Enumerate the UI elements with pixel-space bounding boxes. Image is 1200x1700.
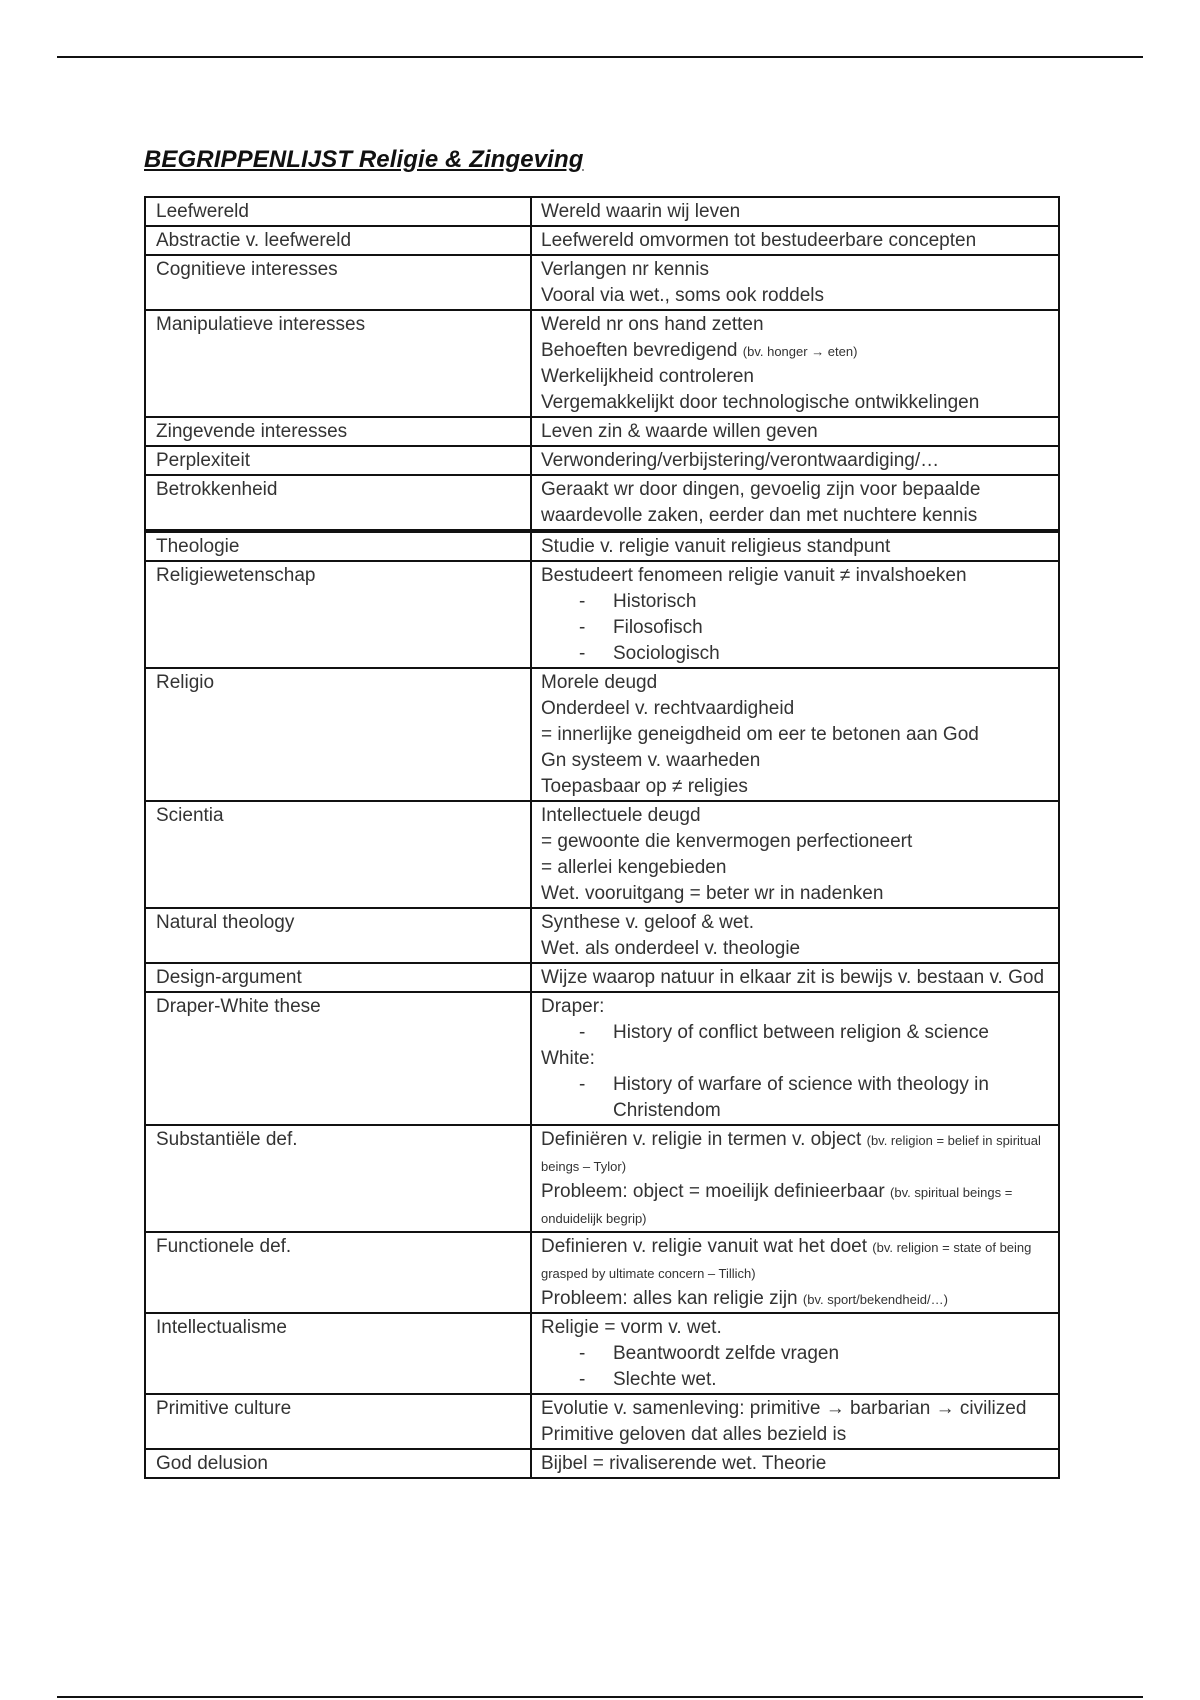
definition-line: = gewoonte die kenvermogen perfectioneert	[541, 831, 913, 852]
definition-line: Verwondering/verbijstering/verontwaardiging/…	[541, 450, 940, 471]
definition-line: = allerlei kengebieden	[541, 857, 727, 878]
definition-cell	[531, 561, 1059, 668]
table-row	[145, 197, 1059, 226]
definition-cell	[531, 1232, 1059, 1313]
definition-line: Primitive geloven dat alles bezield is	[541, 1424, 847, 1445]
definition-cell	[531, 475, 1059, 531]
definition-text: Probleem: alles kan religie zijn	[541, 1288, 798, 1309]
definition-line: Studie v. religie vanuit religieus standpunt	[541, 536, 891, 557]
term-cell: Religiewetenschap	[145, 561, 531, 668]
definition-line: Wet. als onderdeel v. theologie	[541, 938, 801, 959]
definition-line: Wereld waarin wij leven	[541, 201, 741, 222]
definition-line	[541, 1286, 1049, 1312]
definition-line: Verlangen nr kennis	[541, 259, 709, 280]
definition-line	[541, 1179, 1049, 1231]
term-cell: Religio	[145, 668, 531, 801]
definition-line: White:	[541, 1048, 595, 1069]
definition-text: Definiëren v. religie in termen v. object	[541, 1129, 862, 1150]
definition-cell	[531, 801, 1059, 908]
definition-text: Definieren v. religie vanuit wat het doet	[541, 1236, 867, 1257]
definition-cell	[531, 310, 1059, 417]
definition-line: Wijze waarop natuur in elkaar zit is bewijs v. bestaan v. God	[541, 967, 1045, 988]
bullet-item: - Sociologisch	[541, 641, 1049, 667]
footer-rule	[57, 1696, 1143, 1698]
definition-cell	[531, 531, 1059, 561]
definition-cell	[531, 1125, 1059, 1232]
bullet-item: - Historisch	[541, 589, 1049, 615]
definition-cell	[531, 963, 1059, 992]
term-cell: God delusion	[145, 1449, 531, 1478]
table-row	[145, 446, 1059, 475]
table-row	[145, 1232, 1059, 1313]
term-cell: Betrokkenheid	[145, 475, 531, 531]
definition-cell	[531, 908, 1059, 963]
table-row	[145, 1449, 1059, 1478]
term-cell: Abstractie v. leefwereld	[145, 226, 531, 255]
bullet-item: - Filosofisch	[541, 615, 1049, 641]
definition-cell	[531, 1313, 1059, 1394]
definition-line: Religie = vorm v. wet.	[541, 1317, 722, 1338]
term-cell: Functionele def.	[145, 1232, 531, 1313]
definition-text: Behoeften bevredigend	[541, 340, 738, 361]
definition-line	[541, 1127, 1049, 1179]
definition-line: Intellectuele deugd	[541, 805, 701, 826]
table-row	[145, 561, 1059, 668]
example-note: (bv. honger → eten)	[742, 344, 858, 359]
definition-cell	[531, 446, 1059, 475]
term-cell: Cognitieve interesses	[145, 255, 531, 310]
definition-line: Evolutie v. samenleving: primitive → barbarian → civilized	[541, 1398, 1027, 1419]
definition-cell	[531, 197, 1059, 226]
definition-line: Toepasbaar op ≠ religies	[541, 776, 748, 797]
definition-line: Morele deugd	[541, 672, 658, 693]
bullet-item: - History of conflict between religion & science	[541, 1020, 1049, 1046]
definition-line: Vooral via wet., soms ook roddels	[541, 285, 825, 306]
definition-text: Probleem: object = moeilijk definieerbaar	[541, 1181, 885, 1202]
definition-line: Gn systeem v. waarheden	[541, 750, 761, 771]
term-cell: Scientia	[145, 801, 531, 908]
definition-line: Wet. vooruitgang = beter wr in nadenken	[541, 883, 884, 904]
table-row	[145, 255, 1059, 310]
example-note: (bv. religion = belief in spiritual beings – Tylor)	[541, 1133, 1041, 1174]
table-row	[145, 310, 1059, 417]
definition-line: Onderdeel v. rechtvaardigheid	[541, 698, 795, 719]
definition-line	[541, 338, 1049, 364]
table-row	[145, 992, 1059, 1125]
term-cell: Zingevende interesses	[145, 417, 531, 446]
definition-line: Werkelijkheid controleren	[541, 366, 754, 387]
table-row	[145, 531, 1059, 561]
term-cell: Leefwereld	[145, 197, 531, 226]
term-cell: Intellectualisme	[145, 1313, 531, 1394]
term-cell: Natural theology	[145, 908, 531, 963]
bullet-item: - Slechte wet.	[541, 1367, 1049, 1393]
definition-line: Draper:	[541, 996, 605, 1017]
definition-line: Leven zin & waarde willen geven	[541, 421, 818, 442]
definition-cell	[531, 417, 1059, 446]
term-cell: Perplexiteit	[145, 446, 531, 475]
glossary-table	[144, 196, 1060, 1479]
definition-cell	[531, 992, 1059, 1125]
example-note: (bv. sport/bekendheid/…)	[802, 1292, 948, 1307]
table-row	[145, 1394, 1059, 1449]
table-row	[145, 908, 1059, 963]
definition-line: Vergemakkelijkt door technologische ontwikkelingen	[541, 392, 980, 413]
definition-line	[541, 1234, 1049, 1286]
term-cell: Theologie	[145, 531, 531, 561]
header-rule	[57, 56, 1143, 58]
table-row	[145, 475, 1059, 531]
bullet-item: - Beantwoordt zelfde vragen	[541, 1341, 1049, 1367]
term-cell: Primitive culture	[145, 1394, 531, 1449]
definition-cell	[531, 1449, 1059, 1478]
definition-line: = innerlijke geneigdheid om eer te betonen aan God	[541, 724, 979, 745]
definition-cell	[531, 668, 1059, 801]
page-title: BEGRIPPENLIJST Religie & Zingeving	[144, 146, 584, 173]
table-row	[145, 1125, 1059, 1232]
definition-line: Geraakt wr door dingen, gevoelig zijn voor bepaalde waardevolle zaken, eerder dan met nuchtere kennis	[541, 479, 981, 526]
definition-cell	[531, 226, 1059, 255]
definition-line: Wereld nr ons hand zetten	[541, 314, 764, 335]
definition-line: Bijbel = rivaliserende wet. Theorie	[541, 1453, 827, 1474]
term-cell: Design-argument	[145, 963, 531, 992]
table-row	[145, 668, 1059, 801]
table-row	[145, 417, 1059, 446]
term-cell: Manipulatieve interesses	[145, 310, 531, 417]
example-note: (bv. spiritual beings = onduidelijk begrip)	[541, 1185, 1013, 1226]
definition-line: Bestudeert fenomeen religie vanuit ≠ invalshoeken	[541, 565, 967, 586]
term-cell: Substantiële def.	[145, 1125, 531, 1232]
table-row	[145, 801, 1059, 908]
definition-cell	[531, 255, 1059, 310]
example-note: (bv. religion = state of being grasped by ultimate concern – Tillich)	[541, 1240, 1032, 1281]
term-cell: Draper-White these	[145, 992, 531, 1125]
table-row	[145, 1313, 1059, 1394]
definition-cell	[531, 1394, 1059, 1449]
table-row	[145, 226, 1059, 255]
definition-line: Leefwereld omvormen tot bestudeerbare concepten	[541, 230, 977, 251]
table-row	[145, 963, 1059, 992]
bullet-item: - History of warfare of science with theology in Christendom	[541, 1072, 1049, 1124]
definition-line: Synthese v. geloof & wet.	[541, 912, 754, 933]
